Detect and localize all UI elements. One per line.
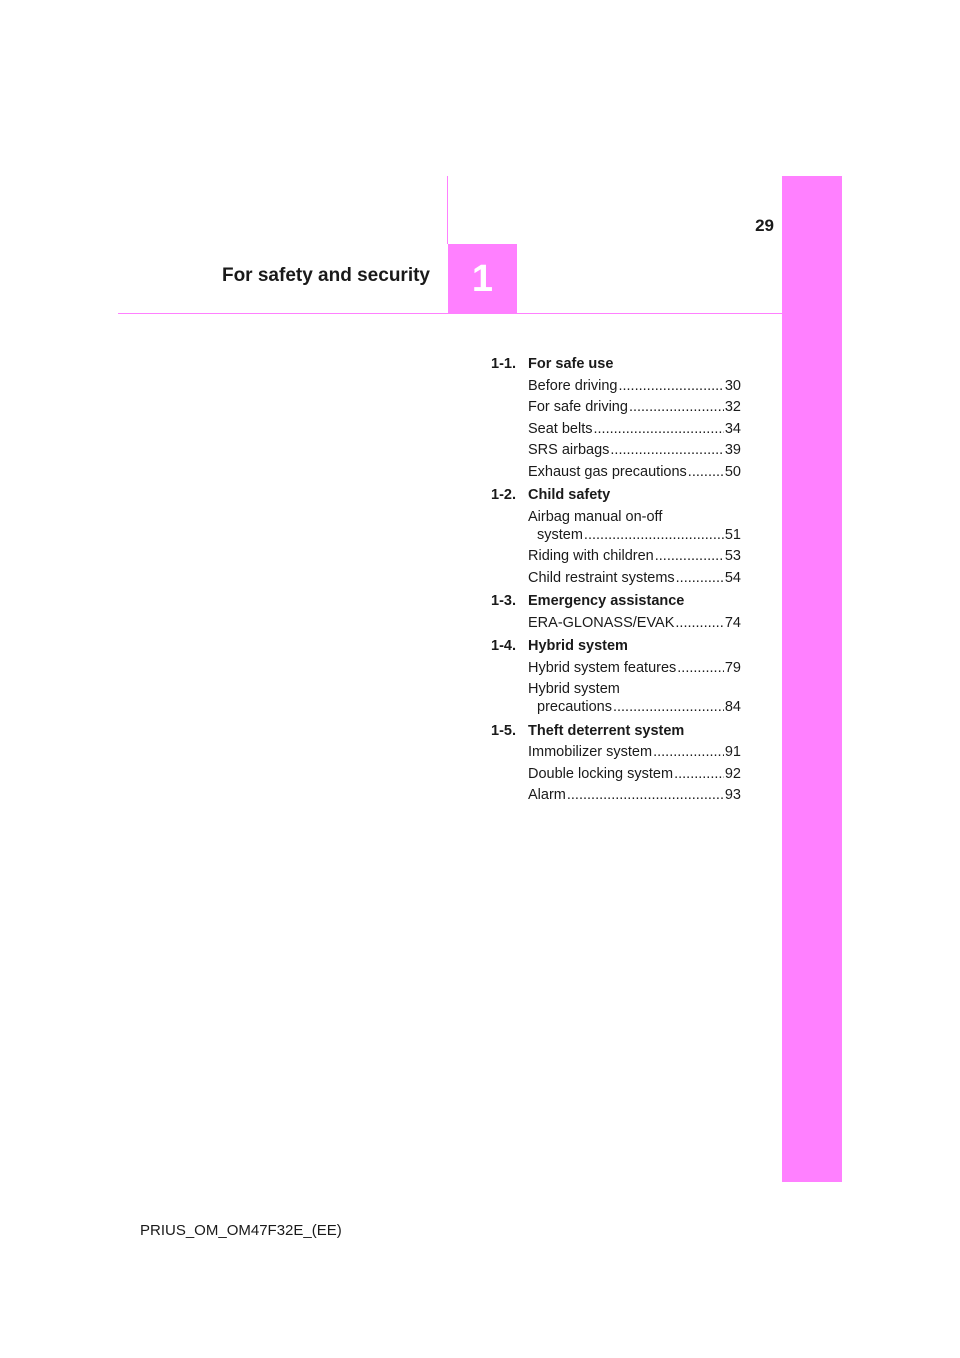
section-number: 1-5. (491, 722, 516, 739)
entry-page: 74 (724, 614, 741, 631)
section-number: 1-4. (491, 638, 516, 654)
entry-page: 79 (724, 659, 741, 676)
entry-title: Exhaust gas precautions (528, 463, 687, 480)
section-number: 1-3. (491, 593, 516, 609)
table-of-contents (491, 355, 741, 804)
toc-entry[interactable] (528, 463, 741, 481)
leader-dots (674, 765, 724, 783)
entry-title: Riding with children (528, 548, 654, 564)
toc-entry[interactable] (528, 569, 741, 587)
leader-dots (688, 463, 724, 481)
toc-section-1-4[interactable] (491, 637, 741, 655)
entry-page: 54 (724, 569, 741, 586)
entry-continuation (528, 526, 741, 544)
entry-page: 51 (724, 526, 741, 543)
chapter-number-box (448, 244, 517, 314)
toc-entry[interactable] (528, 680, 741, 716)
entry-title: Alarm (528, 787, 566, 803)
entry-page: 34 (724, 420, 741, 437)
entry-continuation (528, 698, 741, 716)
entry-title: SRS airbags (528, 442, 610, 458)
leader-dots (677, 659, 724, 677)
entry-title: ERA-GLONASS/EVAK (528, 614, 675, 631)
section-title: Emergency assistance (528, 593, 685, 609)
entry-page: 93 (724, 787, 741, 803)
toc-entry[interactable] (528, 786, 741, 804)
entry-page: 32 (724, 399, 741, 415)
header-vertical-rule (447, 176, 448, 244)
leader-dots (584, 526, 724, 544)
section-number: 1-2. (491, 487, 516, 503)
leader-dots (610, 441, 723, 459)
toc-entry[interactable] (528, 441, 741, 459)
entry-title: Airbag manual on-off (528, 508, 663, 525)
toc-entry[interactable] (528, 398, 741, 416)
leader-dots (655, 547, 724, 565)
section-title: Child safety (528, 487, 611, 503)
leader-dots (594, 420, 724, 438)
entry-title: Hybrid system (528, 681, 620, 697)
leader-dots (567, 786, 724, 804)
entry-title: For safe driving (528, 399, 628, 415)
entry-page: 53 (724, 548, 741, 564)
leader-dots (653, 743, 724, 761)
toc-entry[interactable] (528, 508, 741, 544)
entry-title: Child restraint systems (528, 569, 675, 586)
leader-dots (676, 569, 724, 587)
entry-page: 92 (724, 765, 741, 782)
toc-entry[interactable] (528, 743, 741, 761)
toc-section-1-2[interactable] (491, 486, 741, 504)
toc-section-1-3[interactable] (491, 592, 741, 610)
section-title: Hybrid system (528, 638, 628, 654)
section-title: Theft deterrent system (528, 722, 685, 739)
toc-entry[interactable] (528, 377, 741, 395)
toc-entry[interactable] (528, 765, 741, 783)
leader-dots (613, 698, 724, 716)
entry-title: Seat belts (528, 420, 593, 437)
entry-title-continued: system (537, 526, 583, 543)
page-number: 29 (755, 216, 774, 235)
leader-dots (618, 377, 723, 395)
section-number: 1-1. (491, 356, 516, 372)
entry-page: 39 (724, 442, 741, 458)
entry-title: Before driving (528, 377, 618, 394)
entry-page: 91 (724, 744, 741, 760)
document-footer: PRIUS_OM_OM47F32E_(EE) (140, 1222, 342, 1239)
side-thumb-tab (782, 176, 842, 1182)
toc-entry[interactable] (528, 614, 741, 632)
chapter-number: 1 (471, 257, 494, 300)
entry-title: Hybrid system features (528, 659, 677, 676)
entry-page: 84 (724, 699, 741, 715)
leader-dots (629, 398, 724, 416)
entry-page: 30 (724, 377, 741, 394)
toc-section-1-5[interactable] (491, 722, 741, 740)
entry-title-continued: precautions (537, 699, 612, 715)
toc-section-1-1[interactable] (491, 355, 741, 373)
entry-page: 50 (724, 463, 741, 480)
section-title: For safe use (528, 356, 614, 372)
toc-entry[interactable] (528, 547, 741, 565)
chapter-title: For safety and security (221, 265, 430, 286)
entry-title: Immobilizer system (528, 744, 653, 760)
entry-title: Double locking system (528, 765, 674, 782)
toc-entry[interactable] (528, 659, 741, 677)
leader-dots (675, 614, 723, 632)
toc-entry[interactable] (528, 420, 741, 438)
